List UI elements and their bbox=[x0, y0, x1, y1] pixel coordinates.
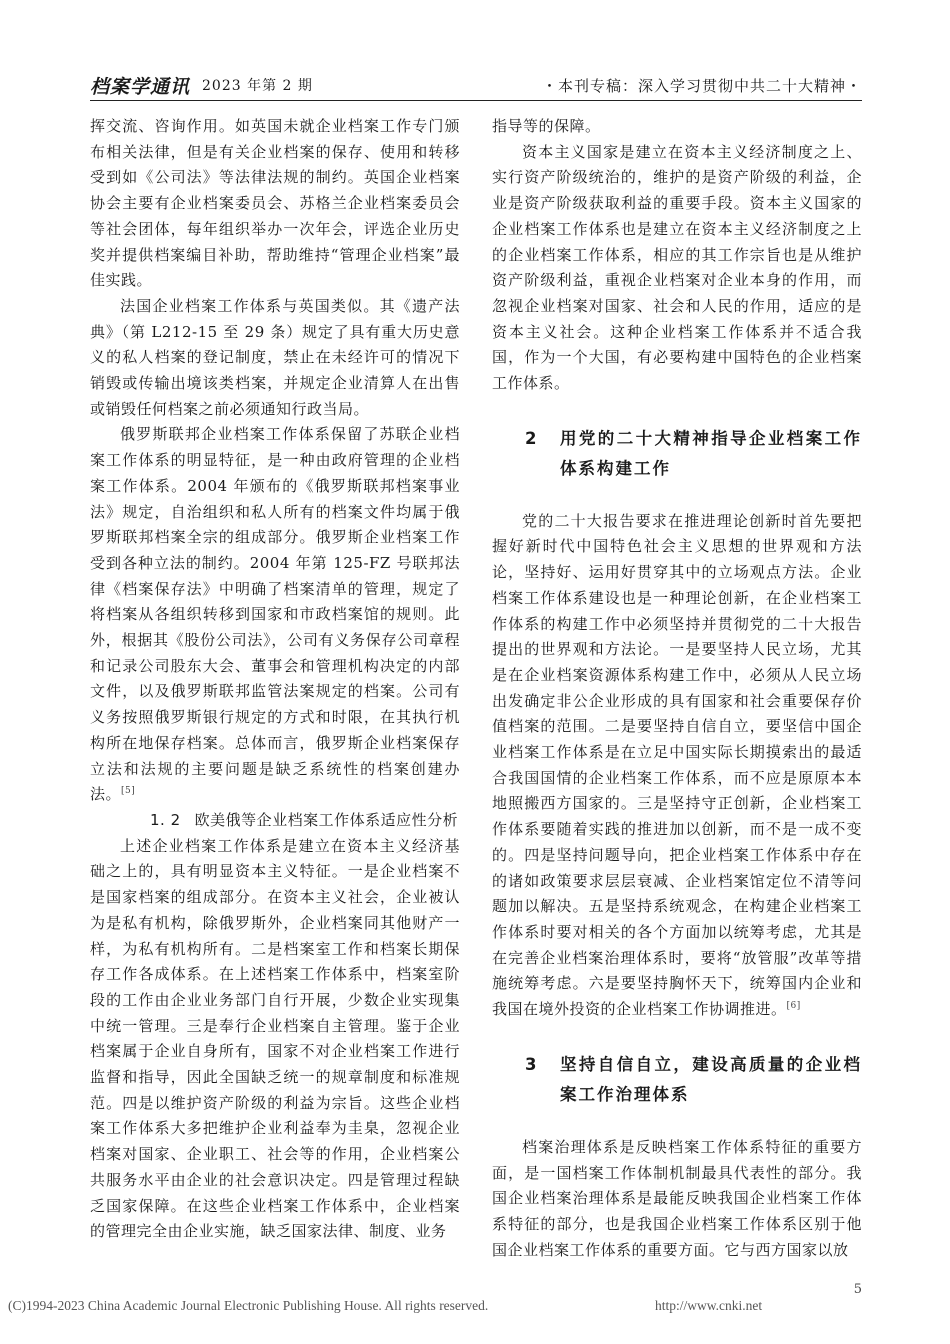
section-number: 2 bbox=[525, 428, 539, 448]
paragraph-text: 党的二十大报告要求在推进理论创新时首先要把握好新时代中国特色社会主义思想的世界观和方法论，坚持好、运用好贯穿其中的立场观点方法。企业档案工作体系建设也是一种理论创新，在企业档案工作体系的构建工作中必须坚持并贯彻党的二十大报告提出的世界观和方法论。一是要坚持人民立场，尤其是在企业档案资源体系构建工作中，必须从人民立场出发确定非公企业形成的具有国家和社会重要保存价值档案的范围。二是要坚持自信自立，要坚信中国企业档案工作体系是在立足中国实际长期摸索出的最适合我国国情的企业档案工作体系，而不应是原原本本地照搬西方国家的。三是坚持守正创新，企业档案工作体系要随着实践的推进加以创新，而不是一成不变的。四是坚持问题导向，把企业档案工作体系中存在的诸如政策要求层层衰减、企业档案馆定位不清等问题加以解决。五是坚持系统观念，在构建企业档案工作体系时要对相关的各个方面加以统筹考虑，尤其是在完善企业档案治理体系时，要将“放管服”改革等措施统筹考虑。六是要坚持胸怀天下，统筹国内企业和我国在境外投资的企业档案工作协调推进。 bbox=[492, 511, 862, 1019]
section-number: 3 bbox=[525, 1054, 539, 1074]
paragraph: 指导等的保障。 bbox=[492, 117, 601, 135]
page-header bbox=[90, 72, 862, 98]
paragraph: 资本主义国家是建立在资本主义经济制度之上、实行资产阶级统治的，维护的是资产阶级的利益，企业是资产阶级获取利益的重要手段。资本主义国家的企业档案工作体系也是建立在资本主义经济制度之上的企业档案工作体系，相应的其工作宗旨也是从维护资产阶级利益，重视企业档案对企业本身的作用，而忽视企业档案对国家、社会和人民的作用，适应的是资本主义社会。这种企业档案工作体系并不适合我国，作为一个大国，有必要构建中国特色的企业档案工作体系。 bbox=[492, 142, 862, 393]
paragraph bbox=[90, 422, 460, 808]
reference-marker[interactable]: [5] bbox=[121, 786, 136, 797]
paragraph: 挥交流、咨询作用。如英国未就企业档案工作专门颁布相关法律，但是有关企业档案的保存、使用和转移受到如《公司法》等法律法规的制约。英国企业档案协会主要有企业档案委员会、苏格兰企业档案委员会等社会团体，每年组织举办一次年会，评选企业历史奖并提供档案编目补助，帮助维持“管理企业档案”最佳实践。 bbox=[90, 117, 460, 290]
subsection-number: 1. 2 bbox=[150, 810, 181, 829]
issue-label: 2023 年第 2 期 bbox=[202, 78, 313, 94]
copyright-notice: (C)1994-2023 China Academic Journal Electronic Publishing House. All rights reserved. bbox=[8, 1298, 489, 1313]
section-title: 坚持自信自立，建设高质量的企业档案工作治理体系 bbox=[560, 1054, 862, 1104]
paragraph: 上述企业档案工作体系是建立在资本主义经济基础之上的，具有明显资本主义特征。一是企业档案不是国家档案的组成部分。在资本主义社会，企业被认为是私有机构，除俄罗斯外，企业档案同其他财产一样，为私有机构所有。二是档案室工作和档案长期保存工作各成体系。在上述档案工作体系中，档案室阶段的工作由企业业务部门自行开展，少数企业实现集中统一管理。三是奉行企业档案自主管理。鉴于企业档案属于企业自身所有，国家不对企业档案工作进行监督和指导，因此全国缺乏统一的规章制度和标准规范。四是以维护资产阶级的利益为宗旨。这些企业档案工作体系大多把维护企业利益奉为圭臬，忽视企业档案对国家、企业职工、社会等的作用，企业档案公共服务水平由企业的社会意识决定。四是管理过程缺乏国家保障。在这些企业档案工作体系中，企业档案的管理完全由企业实施，缺乏国家法律、制度、业务 bbox=[90, 836, 460, 1241]
journal-logo: 档案学通讯 bbox=[90, 76, 191, 98]
subsection-title: 欧美俄等企业档案工作体系适应性分析 bbox=[194, 810, 459, 829]
paragraph bbox=[492, 509, 862, 1023]
section-title: 用党的二十大精神指导企业档案工作体系构建工作 bbox=[560, 428, 862, 478]
reference-marker[interactable]: [6] bbox=[786, 1001, 801, 1012]
website-link[interactable]: http://www.cnki.net bbox=[655, 1298, 763, 1313]
subsection-heading bbox=[90, 808, 460, 834]
left-column bbox=[90, 114, 460, 1245]
paragraph-text: 俄罗斯联邦企业档案工作体系保留了苏联企业档案工作体系的明显特征，是一种由政府管理的企业档案工作体系。2004 年颁布的《俄罗斯联邦档案事业法》规定，自治组织和私人所有的档案文件均属于俄罗斯联邦档案全宗的组成部分。俄罗斯企业档案工作受到各种立法的制约。2004 年第 125-FZ 号联邦法律《档案保存法》中明确了档案清单的管理，规定了将档案从各组织转移到国家和市政档案馆的规则。此外，根据其《股份公司法》，公司有义务保存公司章程和记录公司股东大会、董事会和管理机构决定的内部文件，以及俄罗斯联邦监管法案规定的档案。公司有义务按照俄罗斯银行规定的方式和时限，在其执行机构所在地保存档案。总体而言，俄罗斯企业档案保存立法和法规的主要问题是缺乏系统性的档案创建办法。 bbox=[90, 425, 460, 804]
section-heading bbox=[492, 424, 862, 484]
header-rule bbox=[90, 100, 862, 101]
page-number: 5 bbox=[853, 1282, 862, 1297]
paragraph: 档案治理体系是反映档案工作体系特征的重要方面，是一国档案工作体制机制最具代表性的部分。我国企业档案治理体系是最能反映我国企业档案工作体系特征的部分，也是我国企业档案工作体系区别于他国企业档案工作体系的重要方面。它与西方国家以放 bbox=[492, 1137, 862, 1259]
section-heading bbox=[492, 1050, 862, 1110]
paragraph: 法国企业档案工作体系与英国类似。其《遗产法典》（第 L212-15 至 29 条）规定了具有重大历史意义的私人档案的登记制度，禁止在未经许可的情况下销毁或传输出境该类档案，并规定企业清算人在出售或销毁任何档案之前必须通知行政当局。 bbox=[90, 296, 460, 418]
column-title: ・本刊专稿：深入学习贯彻中共二十大精神・ bbox=[541, 77, 862, 95]
right-column bbox=[492, 114, 862, 1263]
